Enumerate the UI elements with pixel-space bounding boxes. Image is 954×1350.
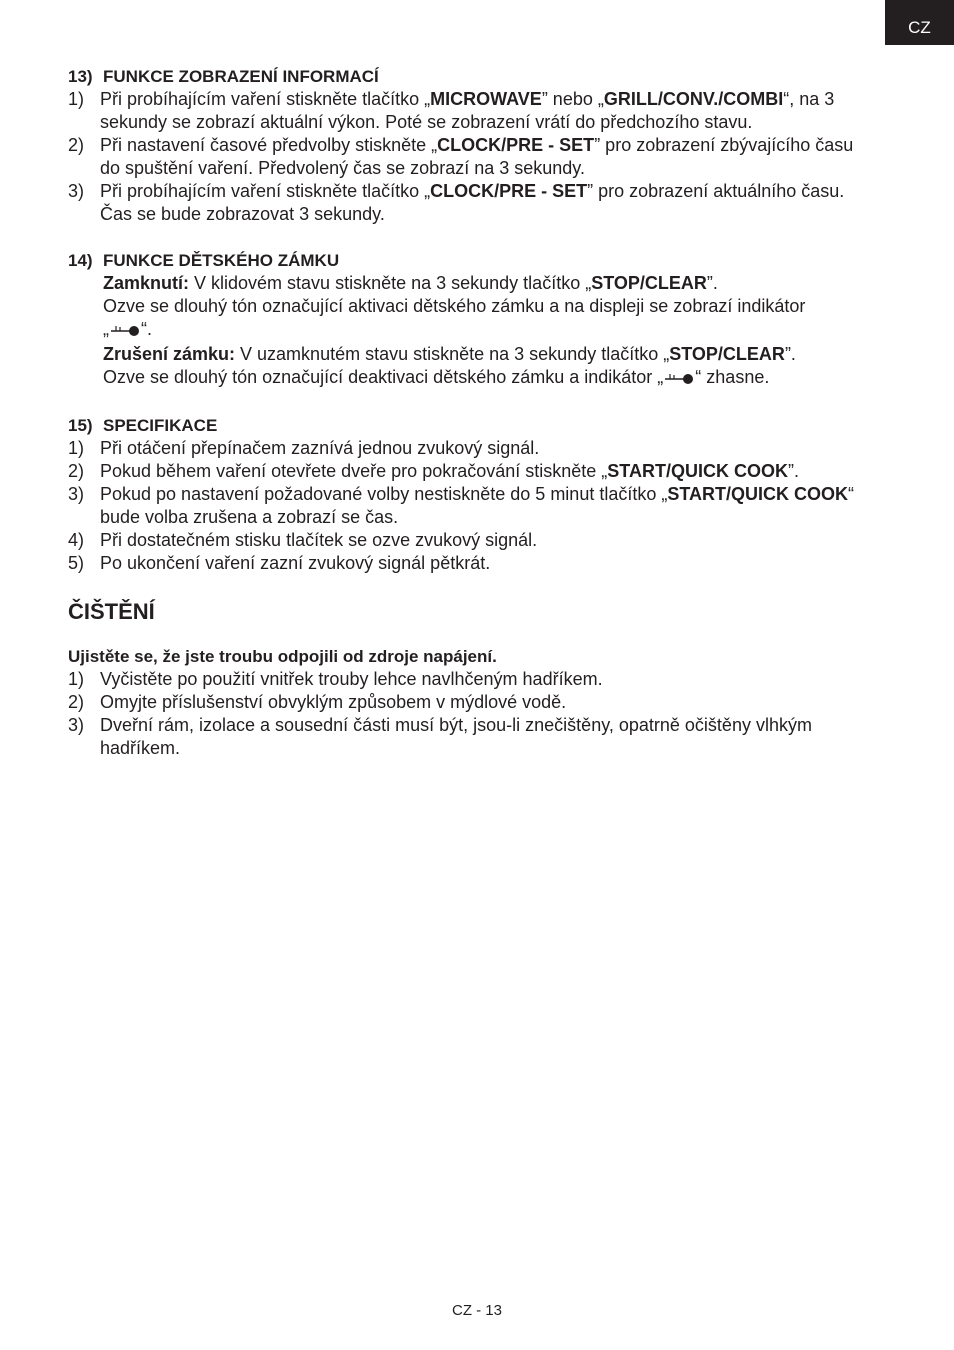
button-name: MICROWAVE <box>430 89 542 109</box>
list-item <box>68 483 868 529</box>
item-number: 3) <box>68 181 85 201</box>
item-text: Při otáčení přepínačem zaznívá jednou zvukový signál. <box>100 438 540 458</box>
list-item <box>68 88 868 134</box>
text-run: ” pro zobrazení zbývajícího času do spuštění vaření. Předvolený čas se zobrazí na 3 sekundy. <box>100 135 854 178</box>
item-number: 4) <box>68 530 85 550</box>
item-number: 1) <box>68 438 85 458</box>
unlock-paragraph <box>68 343 868 391</box>
section-heading <box>68 414 868 437</box>
child-lock-key-icon <box>664 368 694 391</box>
item-number: 1) <box>68 669 85 689</box>
item-text <box>100 180 868 226</box>
lock-label: Zamknutí: <box>103 273 190 293</box>
text-run: Při probíhajícím vaření stiskněte tlačítko „ <box>100 181 431 201</box>
section-info-display <box>68 65 868 226</box>
item-text: Dveřní rám, izolace a sousední části musí být, jsou-li znečištěny, opatrně očištěny vlhkým hadříkem. <box>100 715 812 758</box>
text-run: “, na 3 sekundy se zobrazí aktuální výkon. Poté se zobrazení vrátí do předchozího stavu. <box>100 89 835 132</box>
cleaning-warning: Ujistěte se, že jste troubu odpojili od zdroje napájení. <box>68 647 497 666</box>
item-number: 3) <box>68 484 85 504</box>
button-name: CLOCK/PRE - SET <box>430 181 588 201</box>
page-content <box>68 65 868 760</box>
unlock-label: Zrušení zámku: <box>103 344 236 364</box>
item-number: 2) <box>68 692 85 712</box>
item-text <box>100 88 868 134</box>
item-text <box>100 134 868 180</box>
item-text: Při dostatečném stisku tlačítek se ozve zvukový signál. <box>100 530 538 550</box>
section-title: FUNKCE ZOBRAZENÍ INFORMACÍ <box>103 67 379 86</box>
text-run: ”. <box>787 461 799 481</box>
item-number: 1) <box>68 89 85 109</box>
button-name: CLOCK/PRE - SET <box>437 135 595 155</box>
item-number: 2) <box>68 461 85 481</box>
text-run: Při probíhajícím vaření stiskněte tlačítko „ <box>100 89 431 109</box>
language-tab: CZ <box>885 0 954 45</box>
button-name: START/QUICK COOK <box>667 484 849 504</box>
text-run: V klidovém stavu stiskněte na 3 sekundy tlačítko „ <box>189 273 592 293</box>
button-name: START/QUICK COOK <box>607 461 788 481</box>
text-run: V uzamknutém stavu stiskněte na 3 sekundy tlačítko „ <box>235 344 670 364</box>
list-item <box>68 668 868 691</box>
list-item <box>68 552 868 575</box>
section-heading <box>68 65 868 88</box>
list-item <box>68 460 868 483</box>
list-item <box>68 180 868 226</box>
lock-indicator-line <box>68 318 868 343</box>
text-run: Ozve se dlouhý tón označující deaktivaci dětského zámku a indikátor „ <box>103 367 664 387</box>
text-run: “ zhasne. <box>695 367 770 387</box>
section-heading <box>68 249 868 272</box>
text-run: Pokud po nastavení požadované volby nestiskněte do 5 minut tlačítko „ <box>100 484 668 504</box>
button-name: STOP/CLEAR <box>591 273 707 293</box>
list-item <box>68 529 868 552</box>
text-run: ” pro zobrazení aktuálního času. Čas se bude zobrazovat 3 sekundy. <box>100 181 845 224</box>
lock-paragraph <box>68 272 868 318</box>
child-lock-key-icon <box>110 320 140 343</box>
section-specification <box>68 414 868 575</box>
text-run: Při nastavení časové předvolby stiskněte „ <box>100 135 438 155</box>
text-run: Ozve se dlouhý tón označující aktivaci dětského zámku a na displeji se zobrazí indikátor <box>103 296 806 316</box>
text-run: ”. <box>706 273 718 293</box>
list-item <box>68 134 868 180</box>
item-text: Omyjte příslušenství obvyklým způsobem v mýdlové vodě. <box>100 692 567 712</box>
text-run: “ bude volba zrušena a zobrazí se čas. <box>100 484 855 527</box>
text-run: ”. <box>784 344 796 364</box>
page-number: CZ - 13 <box>451 1302 502 1319</box>
section-title: FUNKCE DĚTSKÉHO ZÁMKU <box>103 251 340 270</box>
section-cleaning <box>68 598 868 760</box>
text-run: Pokud během vaření otevřete dveře pro pokračování stiskněte „ <box>100 461 608 481</box>
button-name: GRILL/CONV./COMBI <box>603 89 784 109</box>
cleaning-heading: ČIŠTĚNÍ <box>68 599 155 624</box>
button-name: STOP/CLEAR <box>669 344 785 364</box>
text-run: „ <box>103 319 109 339</box>
text-run: ” nebo „ <box>541 89 604 109</box>
section-number: 14) <box>68 251 93 270</box>
section-child-lock <box>68 249 868 391</box>
item-number: 5) <box>68 553 85 573</box>
section-number: 13) <box>68 67 93 86</box>
list-item <box>68 714 868 760</box>
item-text: Vyčistěte po použití vnitřek trouby lehce navlhčeným hadříkem. <box>100 669 603 689</box>
text-run: “. <box>141 319 152 339</box>
list-item <box>68 437 868 460</box>
section-title: SPECIFIKACE <box>103 416 218 435</box>
list-item <box>68 691 868 714</box>
item-text <box>100 483 868 529</box>
item-number: 2) <box>68 135 85 155</box>
item-text <box>100 460 868 483</box>
item-number: 3) <box>68 715 85 735</box>
item-text: Po ukončení vaření zazní zvukový signál pětkrát. <box>100 553 491 573</box>
section-number: 15) <box>68 416 93 435</box>
